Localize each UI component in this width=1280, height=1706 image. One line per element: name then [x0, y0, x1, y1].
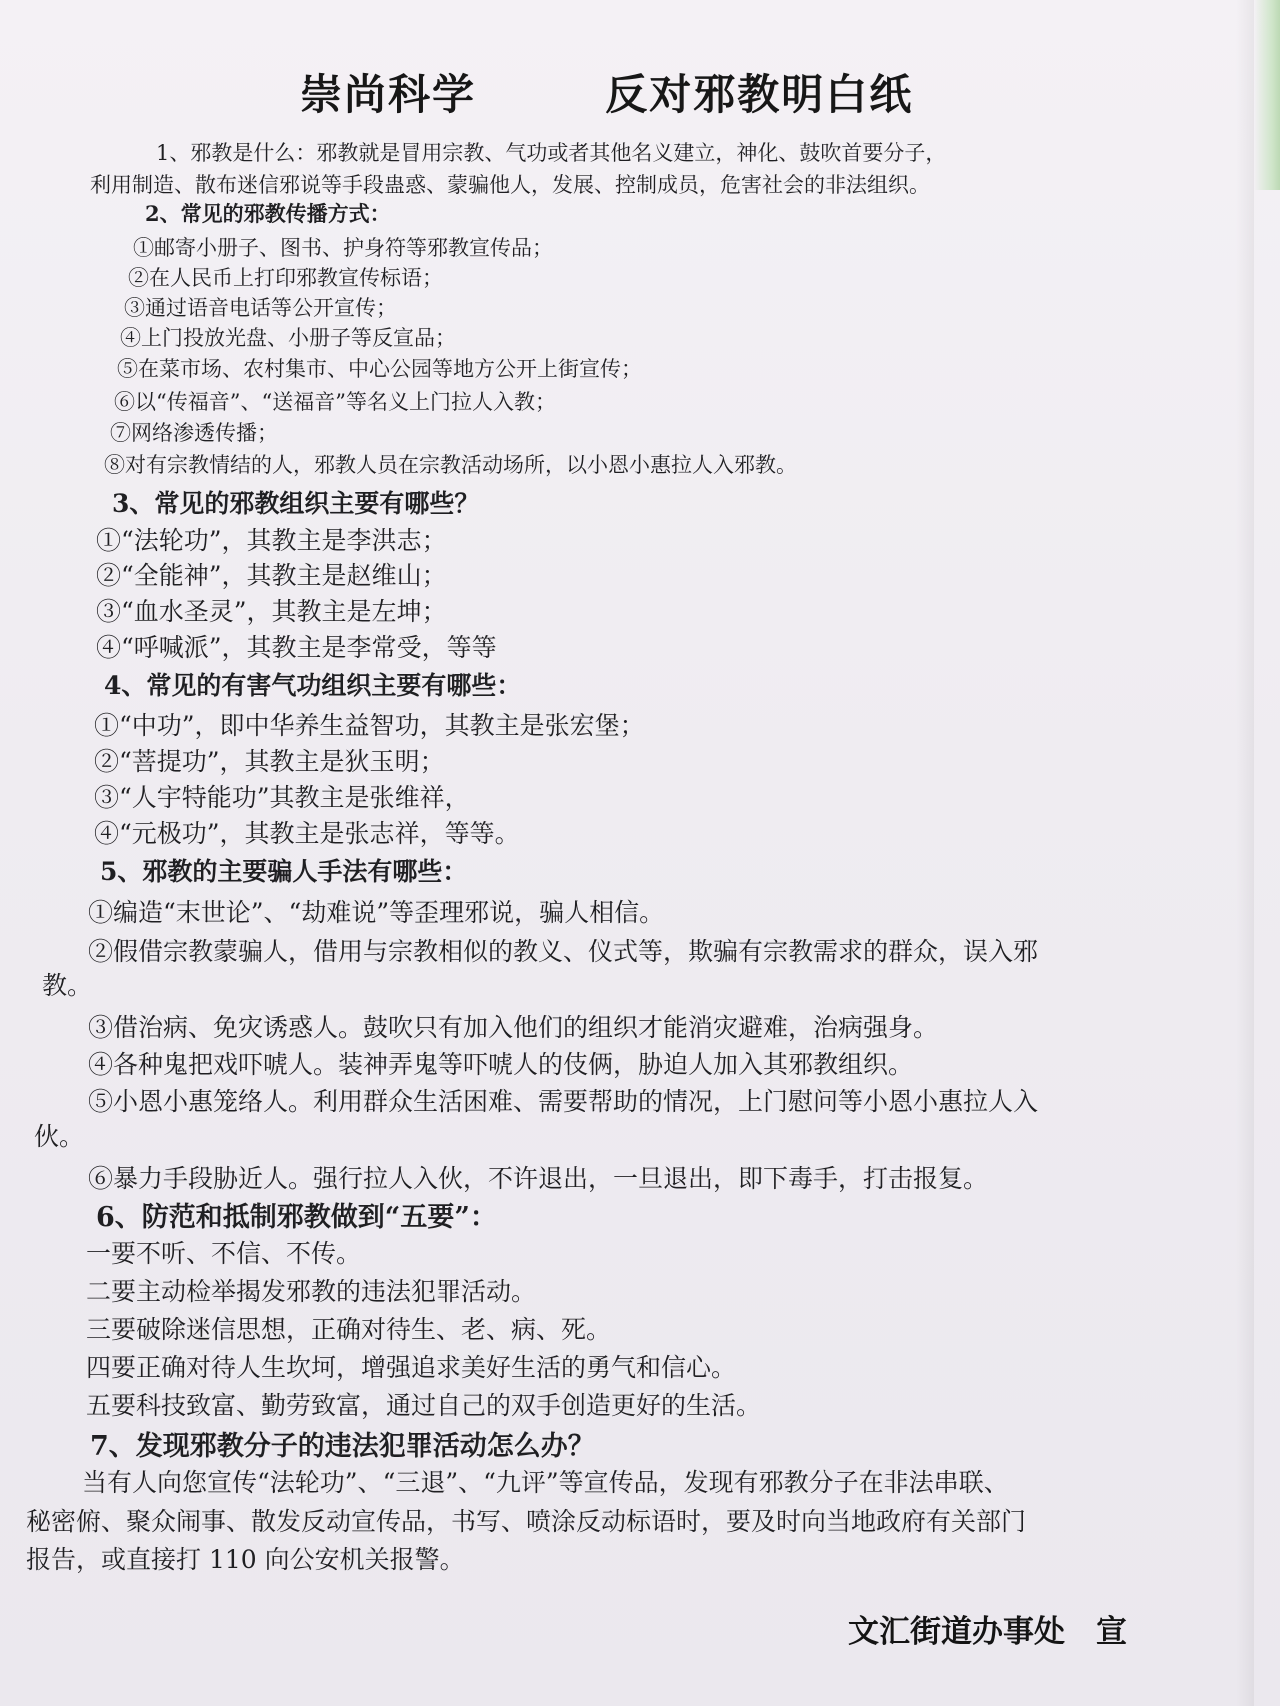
list-item: ②“全能神”，其教主是赵维山；: [96, 561, 447, 590]
text-line: 二要主动检举揭发邪教的违法犯罪活动。: [86, 1277, 537, 1306]
section-heading: 3、常见的邪教组织主要有哪些？: [112, 489, 480, 518]
text-line: ①编造“末世论”、“劫难说”等歪理邪说，骗人相信。: [88, 898, 665, 927]
section-heading: 5、邪教的主要骗人手法有哪些：: [100, 857, 468, 886]
text-line: 利用制造、散布迷信邪说等手段蛊惑、蒙骗他人，发展、控制成员，危害社会的非法组织。: [90, 173, 930, 197]
text-line: 三要破除迷信思想，正确对待生、老、病、死。: [86, 1315, 612, 1344]
title-left: 崇尚科学: [300, 70, 477, 119]
text-line: ⑤小恩小惠笼络人。利用群众生活困难、需要帮助的情况，上门慰问等小恩小惠拉人入: [88, 1087, 1039, 1116]
list-item: ③“人宇特能功”其教主是张维祥，: [94, 783, 470, 812]
paper-shadow: [1236, 0, 1254, 1706]
list-item: ⑥以“传福音”、“送福音”等名义上门拉人入教；: [114, 390, 556, 414]
text-line: ④各种鬼把戏吓唬人。装神弄鬼等吓唬人的伎俩，胁迫人加入其邪教组织。: [88, 1050, 914, 1079]
text-line: 秘密俯、聚众闹事、散发反动宣传品，书写、喷涂反动标语时，要及时向当地政府有关部门: [26, 1507, 1027, 1536]
section-heading: 4、常见的有害气功组织主要有哪些：: [104, 671, 522, 700]
text-line: 五要科技致富、勤劳致富，通过自己的双手创造更好的生活。: [86, 1391, 762, 1420]
section-heading: 7、发现邪教分子的违法犯罪活动怎么办？: [90, 1431, 595, 1462]
text-line: 当有人向您宣传“法轮功”、“三退”、“九评”等宣传品，发现有邪教分子在非法串联、: [82, 1468, 1009, 1497]
section-heading: 2、常见的邪教传播方式：: [145, 201, 391, 226]
text-line: 一要不听、不信、不传。: [86, 1239, 362, 1268]
list-item: ④“元极功”，其教主是张志祥，等等。: [94, 819, 520, 848]
list-item: ⑦网络渗透传播；: [110, 421, 278, 445]
list-item: ①邮寄小册子、图书、护身符等邪教宣传品；: [133, 236, 553, 260]
background-edge: [1254, 0, 1280, 190]
text-line: ②假借宗教蒙骗人，借用与宗教相似的教义、仪式等，欺骗有宗教需求的群众，误入邪: [88, 937, 1039, 966]
list-item: ④上门投放光盘、小册子等反宣品；: [120, 326, 456, 350]
list-item: ①“法轮功”，其教主是李洪志；: [96, 526, 447, 555]
list-item: ③“血水圣灵”，其教主是左坤；: [96, 597, 447, 626]
text-line: 教。: [42, 971, 93, 1000]
text-line: 报告，或直接打 110 向公安机关报警。: [26, 1545, 465, 1574]
text-line: 伙。: [34, 1122, 85, 1151]
signature: 文汇街道办事处 宣: [848, 1614, 1127, 1650]
list-item: ⑧对有宗教情结的人，邪教人员在宗教活动场所，以小恩小惠拉人入邪教。: [104, 453, 797, 477]
list-item: ②在人民币上打印邪教宣传标语；: [128, 266, 443, 290]
list-item: ③通过语音电话等公开宣传；: [124, 296, 397, 320]
list-item: ①“中功”，即中华养生益智功，其教主是张宏堡；: [94, 711, 645, 740]
list-item: ④“呼喊派”，其教主是李常受，等等: [96, 633, 497, 662]
text-line: ⑥暴力手段胁近人。强行拉人入伙，不许退出，一旦退出，即下毒手，打击报复。: [88, 1164, 989, 1193]
list-item: ⑤在菜市场、农村集市、中心公园等地方公开上街宣传；: [117, 357, 642, 381]
text-line: ③借治病、免灾诱惑人。鼓吹只有加入他们的组织才能消灾避难，治病强身。: [88, 1013, 939, 1042]
title-right: 反对邪教明白纸: [605, 70, 914, 119]
list-item: ②“菩提功”，其教主是狄玉明；: [94, 747, 445, 776]
text-line: 1、邪教是什么：邪教就是冒用宗教、气功或者其他名义建立，神化、鼓吹首要分子，: [156, 141, 947, 165]
text-line: 四要正确对待人生坎坷，增强追求美好生活的勇气和信心。: [86, 1353, 737, 1382]
document-title: [300, 62, 940, 122]
section-heading: 6、防范和抵制邪教做到“五要”：: [96, 1202, 497, 1233]
